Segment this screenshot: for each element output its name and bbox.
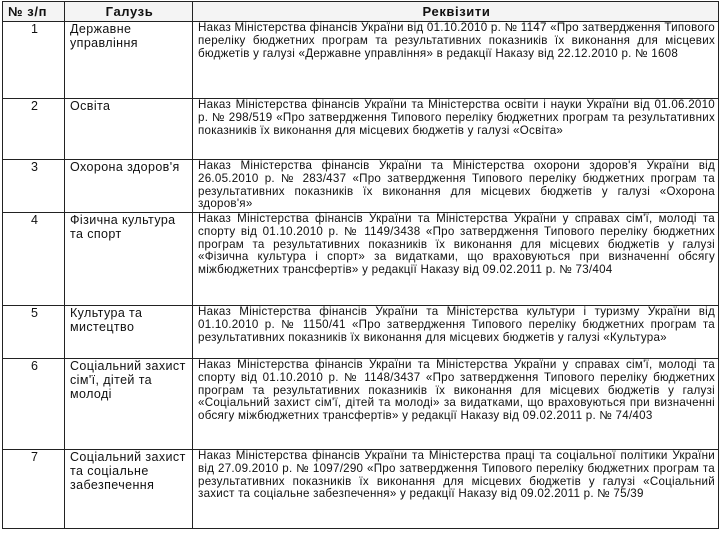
row-details: Наказ Міністерства фінансів України та Міністерства культури і туризму України від 01.10.2010 р. № 1150/41 «Про затвердження Типового переліку бюджетних програм та результативних показників їх виконання для місцевих бюджетів у галузі «Культура» [193,306,719,359]
row-field: Освіта [65,99,193,160]
row-number: 1 [3,22,65,99]
row-field: Культура та мистецтво [65,306,193,359]
document-sheet [2,1,718,539]
row-number: 6 [3,359,65,450]
table-row [3,450,719,529]
row-details: Наказ Міністерства фінансів України та Міністерства освіти і науки України від 01.06.2010 р. № 298/519 «Про затвердження Типового переліку бюджетних програм та результативних показників їх виконання для місцевих бюджетів у галузі «Освіта» [193,99,719,160]
row-details: Наказ Міністерства фінансів України та Міністерства охорони здоров'я України від 26.05.2010 р. № 283/437 «Про затвердження Типового переліку бюджетних програм та результативних показників їх виконання для місцевих бюджетів у галузі «Охорона здоров'я» [193,160,719,213]
row-field: Соціальний захист сім'ї, дітей та молоді [65,359,193,450]
row-details: Наказ Міністерства фінансів України та Міністерства праці та соціальної політики України від 27.09.2010 р. № 1097/290 «Про затвердження Типового переліку бюджетних програм та результативних показників їх виконання для місцевих бюджетів у галузі «Соціальний захист та соціальне забезпечення» у редакції Наказу від 09.02.2011 р. № 75/39 [193,450,719,529]
row-field: Соціальний захист та соціальне забезпечення [65,450,193,529]
row-number: 2 [3,99,65,160]
row-field: Охорона здоров'я [65,160,193,213]
budget-programs-table [2,1,719,529]
header-number: № з/п [3,2,65,22]
table-row [3,22,719,99]
row-number: 3 [3,160,65,213]
table-row [3,213,719,306]
row-number: 4 [3,213,65,306]
row-number: 7 [3,450,65,529]
row-details: Наказ Міністерства фінансів України від 01.10.2010 р. № 1147 «Про затвердження Типового переліку бюджетних програм та результативних показників їх виконання для місцевих бюджетів у галузі «Державне управління» в редакції Наказу від 22.12.2010 р. № 1608 [193,22,719,99]
row-field: Фізична культура та спорт [65,213,193,306]
row-details: Наказ Міністерства фінансів України та Міністерства України у справах сім'ї, молоді та спорту від 01.10.2010 р. № 1148/3437 «Про затвердження Типового переліку бюджетних програм та результативних показників їх виконання для місцевих бюджетів у галузі «Соціальний захист сім'ї, дітей та молоді» за видатками, що враховуються при визначенні обсягу міжбюджетних трансфертів» у редакції Наказу від 09.02.2011 р. № 74/403 [193,359,719,450]
header-details: Реквізити [193,2,719,22]
row-field: Державне управління [65,22,193,99]
table-row [3,99,719,160]
row-number: 5 [3,306,65,359]
table-row [3,359,719,450]
table-row [3,306,719,359]
header-field: Галузь [65,2,193,22]
table-header-row [3,2,719,22]
table-row [3,160,719,213]
row-details: Наказ Міністерства фінансів України та Міністерства України у справах сім'ї, молоді та спорту від 01.10.2010 р. № 1149/3438 «Про затвердження Типового переліку бюджетних програм та результативних показників їх виконання для місцевих бюджетів у галузі «Фізична культура і спорт» за видатками, що враховуються при визначенні обсягу міжбюджетних трансфертів» у редакції Наказу від 09.02.2011 р. № 73/404 [193,213,719,306]
